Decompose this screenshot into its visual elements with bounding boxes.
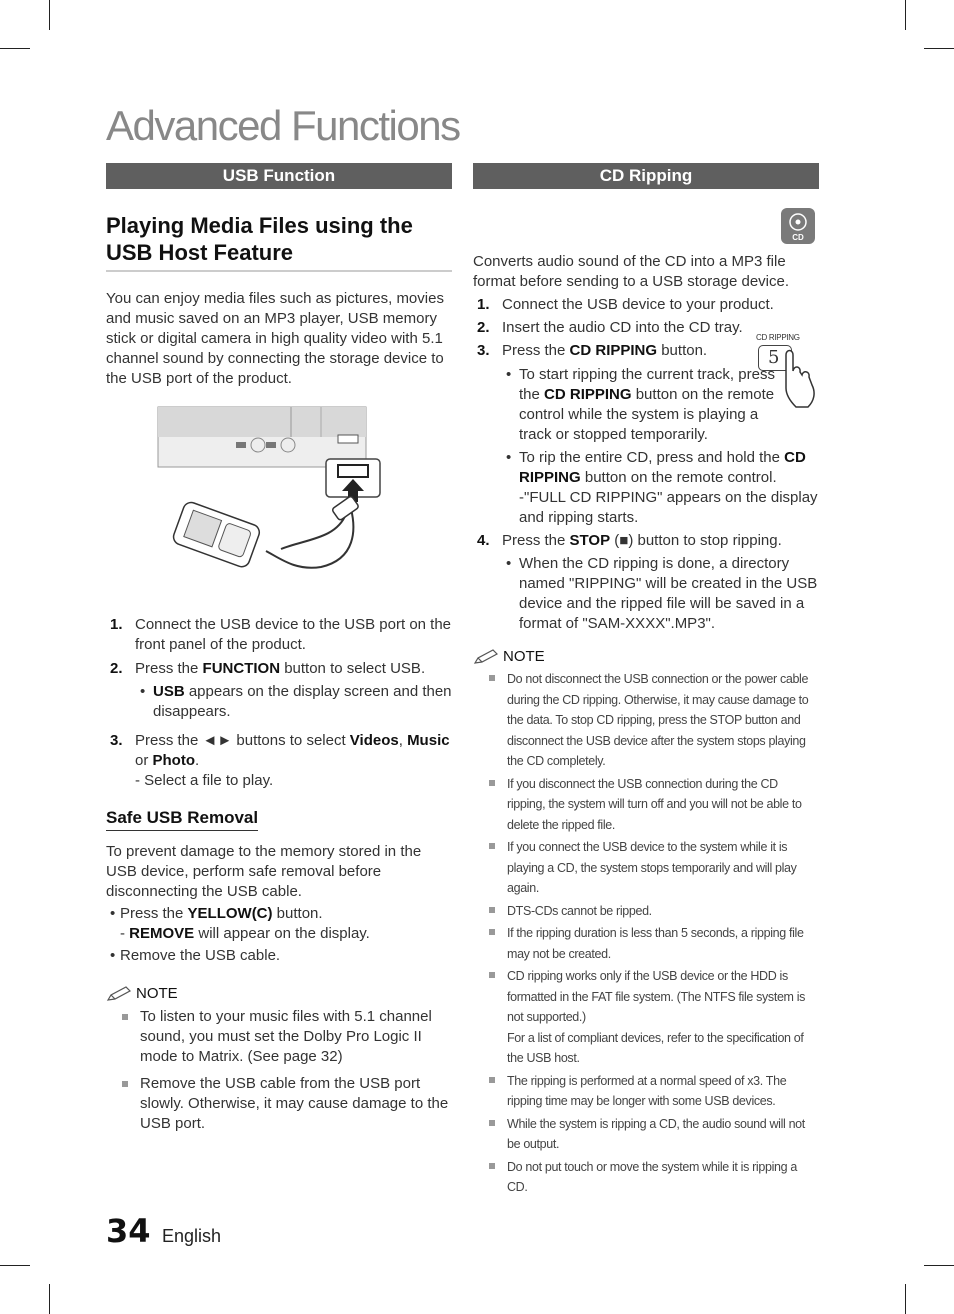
cd-step-3-bullet-2: • To rip the entire CD, press and hold the CD RIPPING button on the remote control. -"FULL CD RIPPING" appears on the display and ripping starts.: [502, 448, 819, 528]
pencil-icon: [106, 986, 132, 1002]
note-item: If you disconnect the USB connection during the CD ripping, the system will turn off and you will not be able to delete the ripped file.: [473, 774, 819, 836]
left-column: [106, 212, 452, 1134]
usb-step-1: 1. Connect the USB device to the USB port on the front panel of the product.: [110, 616, 452, 653]
crop-mark: [0, 1265, 30, 1266]
usb-step-1-text: Connect the USB device to the USB port on the front panel of the product.: [135, 616, 452, 653]
usb-step-3: 3. Press the ◄► buttons to select Videos, Music or Photo. - Select a file to play.: [106, 731, 452, 791]
note-item: Do not disconnect the USB connection or the power cable during the CD ripping. Otherwise, it may cause damage to the data. To stop CD ripping, press the STOP button and disconnect the USB device after the system stops playing the CD completely.: [473, 669, 819, 772]
note-label: NOTE: [503, 648, 545, 665]
section-bar-usb: USB Function: [106, 163, 452, 189]
crop-mark: [924, 1265, 954, 1266]
note-item-extra: For a list of compliant devices, refer to the specification of the USB host.: [507, 1030, 804, 1065]
crop-mark: [0, 48, 30, 49]
note-item: To listen to your music files with 5.1 channel sound, you must set the Dolby Pro Logic II mode to Matrix. (See page 32): [106, 1007, 452, 1067]
usb-intro: You can enjoy media files such as pictures, movies and music saved on an MP3 player, USB memory stick or digital camera in high quality video with 5.1 channel sound by connecting the storage device to the USB port of the product.: [106, 290, 444, 387]
page-number: 34: [106, 1212, 151, 1250]
cd-note-header: [473, 647, 819, 667]
remote-key-label: CD RIPPING: [756, 333, 800, 342]
crop-mark: [49, 1284, 50, 1314]
yellow-c-key: YELLOW(C): [187, 905, 273, 922]
cd-step-1: 1. Connect the USB device to your product.: [477, 296, 774, 313]
cd-step-2: 2. Insert the audio CD into the CD tray.: [477, 319, 743, 336]
usb-note-list: [106, 1007, 452, 1134]
right-column: [473, 252, 819, 1198]
cd-icon-label: CD: [792, 233, 804, 242]
crop-mark: [49, 0, 50, 30]
note-item: Do not put touch or move the system while it is ripping a CD.: [473, 1157, 819, 1198]
crop-mark: [924, 48, 954, 49]
usb-step-2-bullet: • USB appears on the display screen and then disappears.: [136, 682, 452, 722]
cd-ripping-key: CD RIPPING: [569, 342, 658, 359]
cd-intro: Converts audio sound of the CD into a MP3 file format before sending to a USB storage device.: [473, 253, 790, 290]
cd-icon: [781, 208, 815, 244]
cd-step-3-bullet-2-sub: -"FULL CD RIPPING" appears on the display and ripping starts.: [519, 489, 818, 526]
cd-step-4: 4. Press the STOP (■) button to stop ripping. • When the CD ripping is done, a directory named "RIPPING" will be created in the USB device and the ripped file will be saved in a format of "SAM-XXXX".MP3".: [473, 531, 819, 634]
cd-note-list: [473, 669, 819, 1198]
note-item: CD ripping works only if the USB device or the HDD is formatted in the FAT file system. (The NTFS file system is not supported.) For a list of compliant devices, refer to the specification of the USB host.: [473, 966, 819, 1069]
usb-note-header: [106, 984, 452, 1004]
cd-step-3: 3. Press the CD RIPPING button. CD RIPPING 5 • To start ripping the current track, press the CD RIPPING button on the remote control while the system is playing a track or stopped temporarily. • To rip the entire CD, press and hold the CD RIPPING button on the remote control. -"FULL CD RIPPING" appears on the display and ripping starts.: [473, 341, 819, 528]
note-item: DTS-CDs cannot be ripped.: [473, 901, 819, 922]
cd-step-3-bullet-1: • To start ripping the current track, press the CD RIPPING button on the remote control while the system is playing a track or stopped temporarily.: [502, 365, 819, 445]
section-bar-cd-ripping: CD Ripping: [473, 163, 819, 189]
crop-mark: [905, 1284, 906, 1314]
safe-usb-removal-heading: Safe USB Removal: [106, 808, 258, 831]
crop-mark: [905, 0, 906, 30]
remote-key-number: 5: [768, 347, 780, 368]
note-item: The ripping is performed at a normal speed of x3. The ripping time may be longer with some USB devices.: [473, 1071, 819, 1112]
note-item: Remove the USB cable from the USB port slowly. Otherwise, it may cause damage to the USB port.: [106, 1074, 452, 1134]
safe-usb-bullet-1: • Press the YELLOW(C) button. - REMOVE will appear on the display.: [106, 904, 452, 944]
stop-key: STOP: [569, 532, 611, 549]
safe-usb-intro: To prevent damage to the memory stored in the USB device, perform safe removal before disconnecting the USB cable.: [106, 843, 422, 900]
note-item: If the ripping duration is less than 5 seconds, a ripping file may not be created.: [473, 923, 819, 964]
usb-step-2: 2. Press the FUNCTION button to select USB. • USB appears on the display screen and then disappears.: [106, 659, 452, 722]
chapter-title: Advanced Functions: [106, 102, 460, 149]
safe-usb-bullet-2: • Remove the USB cable.: [106, 946, 452, 966]
note-item: If you connect the USB device to the system while it is playing a CD, the system stops temporarily and will play again.: [473, 837, 819, 899]
note-label: NOTE: [136, 985, 178, 1002]
function-key: FUNCTION: [202, 660, 281, 677]
cd-step-4-bullet: • When the CD ripping is done, a directory named "RIPPING" will be created in the USB device and the ripped file will be saved in a format of "SAM-XXXX".MP3".: [502, 554, 819, 634]
usb-illustration: [106, 399, 452, 609]
usb-step-3-sub: - Select a file to play.: [135, 772, 274, 789]
usb-connection-illustration: [106, 399, 452, 609]
note-item: While the system is ripping a CD, the audio sound will not be output.: [473, 1114, 819, 1155]
usb-heading: Playing Media Files using the USB Host Feature: [106, 212, 452, 272]
language-label: English: [162, 1226, 222, 1246]
pencil-icon: [473, 649, 499, 665]
